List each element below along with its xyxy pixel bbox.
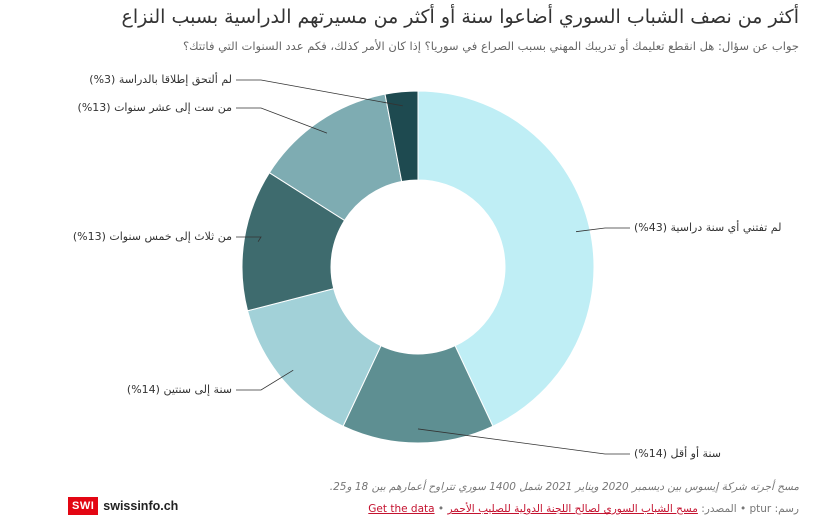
source-separator: • xyxy=(437,503,445,515)
slice-label-0: لم تفتني أي سنة دراسية (43%) xyxy=(634,221,782,234)
slice-label-3: من ثلاث إلى خمس سنوات (13%) xyxy=(72,230,232,243)
slice-label-1: سنة أو أقل (14%) xyxy=(634,447,721,460)
swissinfo-logo[interactable] xyxy=(68,497,178,515)
logo-text: swissinfo.ch xyxy=(103,499,179,513)
slice-label-4: من ست إلى عشر سنوات (13%) xyxy=(77,101,232,114)
source-prefix: رسم: ptur • المصدر: xyxy=(701,503,799,515)
get-data-link[interactable]: Get the data xyxy=(368,503,435,515)
source-line xyxy=(299,503,799,515)
chart-title: أكثر من نصف الشباب السوري أضاعوا سنة أو أكثر من مسيرتهم الدراسية بسبب النزاع xyxy=(121,6,799,28)
slice-label-2: سنة إلى سنتين (14%) xyxy=(126,383,232,396)
slice-label-5: لم ألتحق إطلاقا بالدراسة (3%) xyxy=(89,73,232,86)
source-link[interactable]: مسح الشباب السوري لصالح اللجنة الدولية للصليب الأحمر xyxy=(447,503,698,515)
survey-footnote: مسح أجرته شركة إيسوس بين ديسمبر 2020 ويناير 2021 شمل 1400 سوري تتراوح أعمارهم بين 18 و25. xyxy=(329,481,799,493)
swi-badge: SWI xyxy=(68,497,98,515)
chart-subtitle: جواب عن سؤال: هل انقطع تعليمك أو تدريبك المهني بسبب الصراع في سوريا؟ إذا كان الأمر كذلك، فكم عدد السنوات التي فاتتك؟ xyxy=(182,39,799,53)
